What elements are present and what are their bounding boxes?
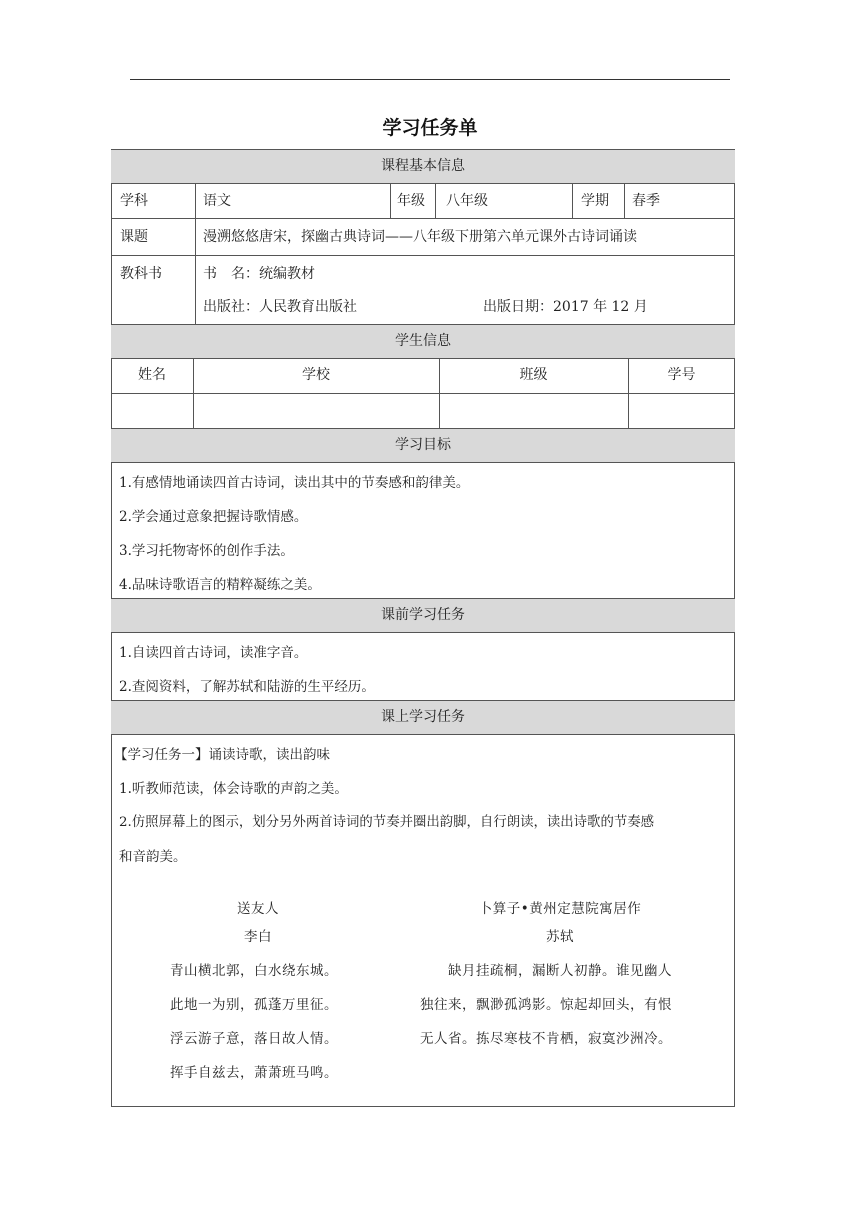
term-label: 学期 <box>581 193 609 209</box>
in-class-header: 课上学习任务 <box>111 700 735 735</box>
in-class-item: 和音韵美。 <box>119 849 187 865</box>
textbook-name: 书 名：统编教材 <box>203 266 315 282</box>
task-one-title: 【学习任务一】诵读诗歌，读出韵味 <box>114 747 330 763</box>
label-column-divider <box>195 184 196 324</box>
column-divider <box>624 184 625 218</box>
student-info-header: 学生信息 <box>111 324 735 359</box>
student-name-header: 姓名 <box>138 367 166 383</box>
poem-line: 此地一为别，孤蓬万里征。 <box>170 997 338 1013</box>
row-divider <box>111 255 735 256</box>
poem-line: 浮云游子意，落日故人情。 <box>170 1031 338 1047</box>
poem-title: 送友人 <box>237 901 279 917</box>
objective-item: 3.学习托物寄怀的创作手法。 <box>119 543 294 559</box>
subject-value: 语文 <box>203 193 231 209</box>
student-id-header: 学号 <box>667 367 696 383</box>
in-class-item: 2.仿照屏幕上的图示，划分另外两首诗词的节奏并圈出韵脚，自行朗读，读出诗歌的节奏感 <box>119 815 655 830</box>
objective-item: 1.有感情地诵读四首古诗词，读出其中的节奏感和韵律美。 <box>119 475 470 491</box>
objectives-header: 学习目标 <box>111 428 735 463</box>
topic-value: 漫溯悠悠唐宋，探幽古典诗词——八年级下册第六单元课外古诗词诵读 <box>203 229 637 245</box>
in-class-item: 1.听教师范读，体会诗歌的声韵之美。 <box>119 781 348 797</box>
header-rule <box>130 79 730 80</box>
poem-line: 缺月挂疏桐，漏断人初静。谁见幽人 <box>448 963 672 979</box>
poem-line: 挥手自兹去，萧萧班马鸣。 <box>170 1065 338 1081</box>
textbook-label: 教科书 <box>120 266 162 282</box>
term-value: 春季 <box>632 193 660 209</box>
topic-label: 课题 <box>120 229 148 245</box>
document-title: 学习任务单 <box>382 117 478 139</box>
subject-label: 学科 <box>120 193 148 209</box>
pre-class-item: 2.查阅资料，了解苏轼和陆游的生平经历。 <box>119 679 375 695</box>
column-divider <box>390 184 391 218</box>
objective-item: 2.学会通过意象把握诗歌情感。 <box>119 509 308 525</box>
poem-line: 独往来，飘渺孤鸿影。惊起却回头，有恨 <box>420 997 672 1013</box>
column-divider <box>572 184 573 218</box>
pre-class-item: 1.自读四首古诗词，读准字音。 <box>119 645 308 661</box>
poem-author: 李白 <box>244 929 272 945</box>
grade-label: 年级 <box>397 193 425 209</box>
pre-class-header: 课前学习任务 <box>111 598 735 633</box>
poem-line: 无人省。拣尽寒枝不肯栖，寂寞沙洲冷。 <box>420 1031 672 1047</box>
poem-title: 卜算子•黄州定慧院寓居作 <box>478 901 642 917</box>
row-divider <box>111 393 735 394</box>
course-info-header: 课程基本信息 <box>111 149 735 184</box>
textbook-publisher: 出版社：人民教育出版社 <box>203 299 357 315</box>
objective-item: 4.品味诗歌语言的精粹凝练之美。 <box>119 577 321 593</box>
column-divider <box>435 184 436 218</box>
row-divider <box>111 218 735 219</box>
poem-line: 青山横北郭，白水绕东城。 <box>170 963 338 979</box>
textbook-publish-date: 出版日期：2017 年 12 月 <box>483 299 648 315</box>
poem-author: 苏轼 <box>546 929 574 945</box>
grade-value: 八年级 <box>446 193 488 209</box>
student-school-header: 学校 <box>302 367 330 383</box>
student-class-header: 班级 <box>519 367 548 383</box>
